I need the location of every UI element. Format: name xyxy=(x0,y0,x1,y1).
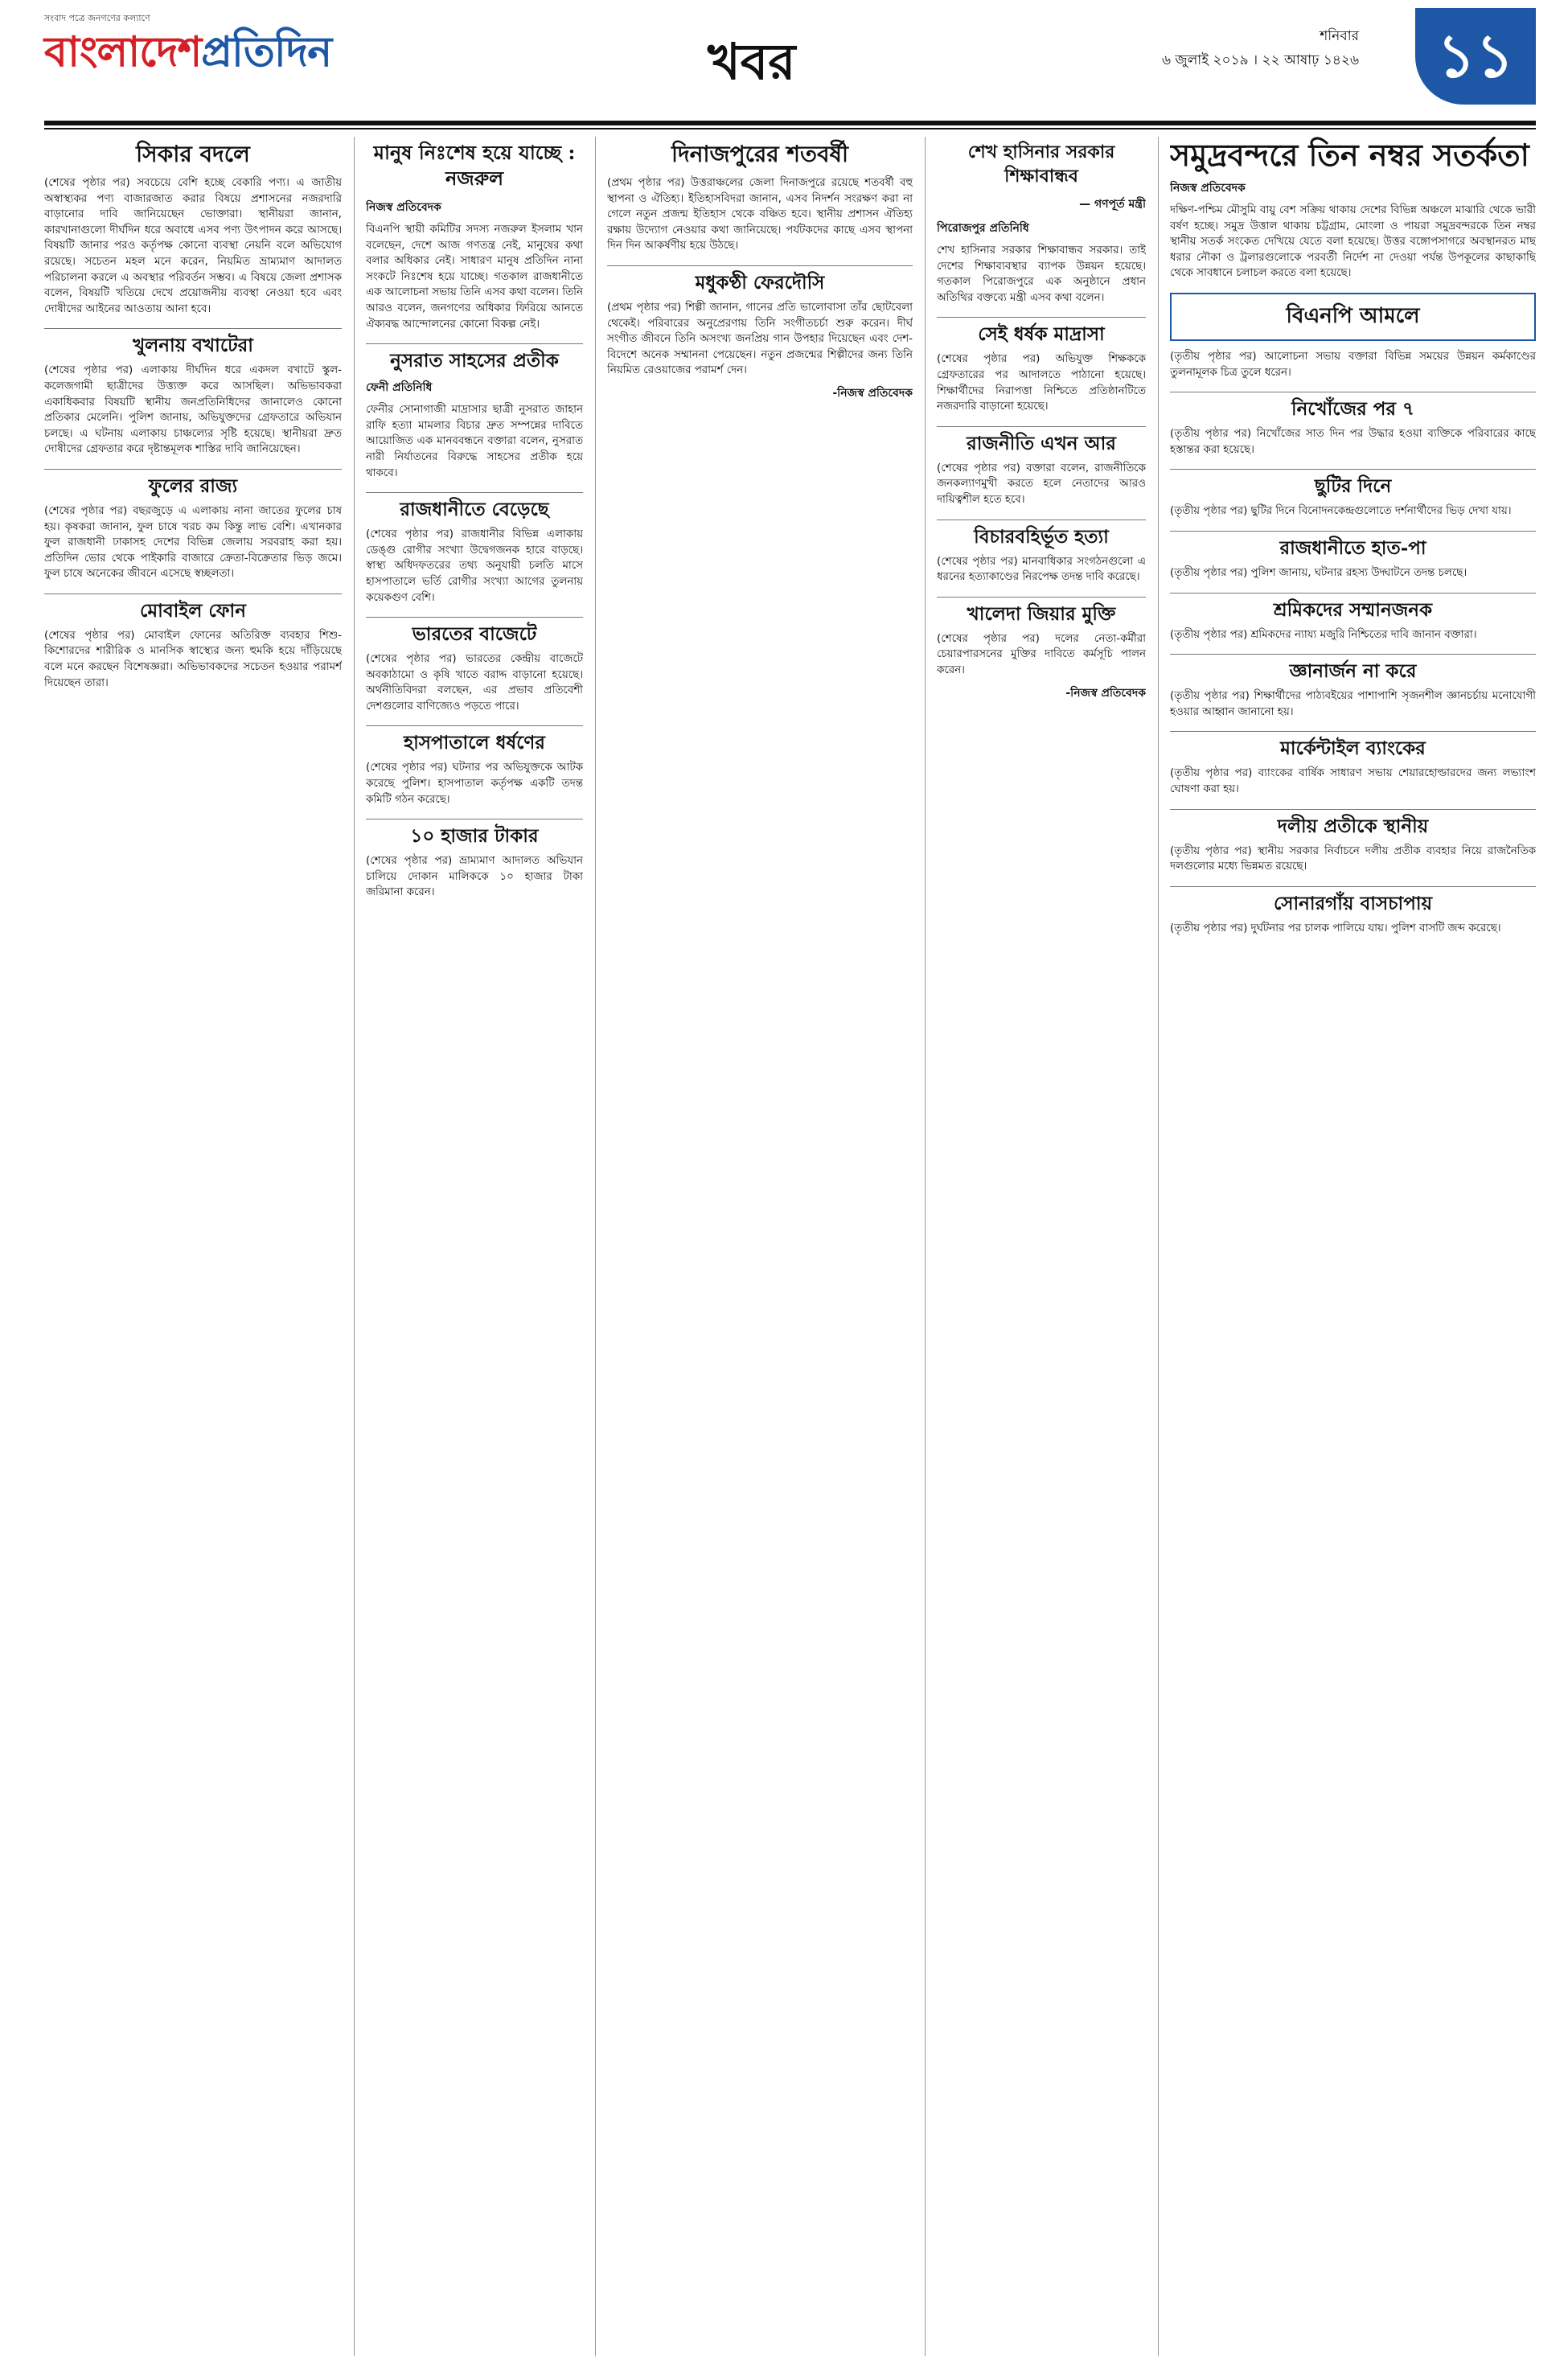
column-5 xyxy=(1170,137,1536,2356)
section-title: খবর xyxy=(708,32,796,91)
headline[interactable]: শেখ হাসিনার সরকার শিক্ষাবান্ধব xyxy=(967,142,1115,187)
headline[interactable]: রাজধানীতে হাত-পা xyxy=(1170,531,1536,561)
article xyxy=(1170,654,1536,720)
article-body: (শেষের পৃষ্ঠার পর) ঘটনার পর অভিযুক্তকে আটক করেছে পুলিশ। হাসপাতাল কর্তৃপক্ষ একটি তদন্ত কমিটি গঠন করেছে। xyxy=(366,762,583,806)
article-body: (শেষের পৃষ্ঠার পর) বছরজুড়ে এ এলাকায় নানা জাতের ফুলের চাষ হয়। কৃষকরা জানান, ফুল চাষে খরচ কম কিন্তু লাভ বেশি। এখানকার ফুল রাজধানী ঢাকাসহ দেশের বিভিন্ন জেলায় সরবরাহ করা হয়। প্রতিদিন ভোর থেকে পাইকারি বাজারে ক্রেতা-বিক্রেতার ভিড় জমে। ফুল চাষে অনেকের জীবনে এসেছে স্বচ্ছলতা। xyxy=(44,504,342,581)
headline[interactable]: দলীয় প্রতীকে স্থানীয় xyxy=(1170,809,1536,839)
headline[interactable]: দিনাজপুরের শতবর্ষী xyxy=(671,141,849,167)
headline[interactable]: খালেদা জিয়ার মুক্তি xyxy=(937,597,1146,626)
article-body: (প্রথম পৃষ্ঠার পর) শিল্পী জানান, গানের প্রতি ভালোবাসা তাঁর ছোটবেলা থেকেই। পরিবারের অনুপ্রেরণায় তিনি সংগীতচর্চা শুরু করেন। দীর্ঘ সংগীত জীবনে তিনি অসংখ্য জনপ্রিয় গান উপহার দিয়েছেন এবং দেশ-বিদেশে অনেক সম্মাননা পেয়েছেন। নতুন প্রজন্মের শিল্পীদের জন্য তিনি নিয়মিত রেওয়াজের পরামর্শ দেন। xyxy=(607,301,913,377)
headline[interactable]: হাসপাতালে ধর্ষণের xyxy=(366,725,583,755)
column-4 xyxy=(937,137,1146,2356)
headline[interactable]: খুলনায় বখাটেরা xyxy=(44,328,342,358)
article xyxy=(366,492,583,606)
article-body: দক্ষিণ-পশ্চিম মৌসুমি বায়ু বেশ সক্রিয় থাকায় দেশের বিভিন্ন অঞ্চলে মাঝারি থেকে ভারী বর্ষণ হচ্ছে। সমুদ্র উত্তাল থাকায় চট্টগ্রাম, মোংলা ও পায়রা সমুদ্রবন্দরকে তিন নম্বর স্থানীয় সতর্ক সংকেত দেখিয়ে যেতে বলা হয়েছে। উত্তর বঙ্গোপসাগরে অবস্থানরত মাছ ধরার নৌকা ও ট্রলারগুলোকে পরবর্তী নির্দেশ না দেওয়া পর্যন্ত উপকূলের কাছাকাছি থেকে সাবধানে চলাচল করতে বলা হয়েছে। xyxy=(1170,204,1536,280)
column-divider xyxy=(595,137,596,2356)
subheadline: — গণপূর্ত মন্ত্রী xyxy=(1079,198,1146,211)
article xyxy=(366,617,583,714)
article xyxy=(1170,731,1536,797)
article-body: (তৃতীয় পৃষ্ঠার পর) ব্যাংকের বার্ষিক সাধারণ সভায় শেয়ারহোল্ডারদের জন্য লভ্যাংশ ঘোষণা করা হয়। xyxy=(1170,767,1536,795)
headline[interactable]: ১০ হাজার টাকার xyxy=(366,819,583,848)
article-body: (তৃতীয় পৃষ্ঠার পর) পুলিশ জানায়, ঘটনার রহস্য উদ্ঘাটনে তদন্ত চলছে। xyxy=(1170,566,1467,579)
article-body: (শেষের পৃষ্ঠার পর) মানবাধিকার সংগঠনগুলো এ ধরনের হত্যাকাণ্ডের নিরপেক্ষ তদন্ত দাবি করেছে। xyxy=(937,555,1146,584)
article xyxy=(1170,886,1536,937)
article-body: (শেষের পৃষ্ঠার পর) অভিযুক্ত শিক্ষককে গ্রেফতারের পর আদালতে পাঠানো হয়েছে। শিক্ষার্থীদের নিরাপত্তা নিশ্চিতে প্রতিষ্ঠানটিতে নজরদারি বাড়ানো হয়েছে। xyxy=(937,353,1146,413)
headline[interactable]: সোনারগাঁয় বাসচাপায় xyxy=(1170,886,1536,916)
headline[interactable]: মোবাইল ফোন xyxy=(44,594,342,623)
column-divider xyxy=(1158,137,1159,2356)
article-body: (শেষের পৃষ্ঠার পর) এলাকায় দীর্ঘদিন ধরে একদল বখাটে স্কুল-কলেজগামী ছাত্রীদের উত্ত্যক্ত করে আসছিল। অভিভাবকরা একাধিকবার বিষয়টি স্থানীয় জনপ্রতিনিধিদের জানালেও কোনো প্রতিকার মেলেনি। পুলিশ জানায়, অভিযুক্তদের গ্রেফতারে অভিযান চলছে। এ ঘটনায় এলাকায় চাঞ্চল্যের সৃষ্টি হয়েছে। স্থানীয়রা দ্রুত দোষীদের গ্রেফতার করে দৃষ্টান্তমূলক শাস্তির দাবি জানিয়েছেন। xyxy=(44,364,342,456)
headline[interactable]: রাজধানীতে বেড়েছে xyxy=(366,492,583,522)
article xyxy=(937,317,1146,414)
article xyxy=(366,725,583,807)
article xyxy=(937,520,1146,585)
article-body: (তৃতীয় পৃষ্ঠার পর) নিখোঁজের সাত দিন পর উদ্ধার হওয়া ব্যক্তিকে পরিবারের কাছে হস্তান্তর করা হয়েছে। xyxy=(1170,428,1536,456)
date-block xyxy=(1162,24,1359,72)
date-label: ৬ জুলাই ২০১৯ । ২২ আষাঢ় ১৪২৬ xyxy=(1161,52,1359,68)
headline[interactable]: মার্কেন্টাইল ব্যাংকের xyxy=(1170,731,1536,761)
article xyxy=(937,597,1146,703)
column-2 xyxy=(366,137,583,2356)
article-body: (তৃতীয় পৃষ্ঠার পর) শিক্ষার্থীদের পাঠ্যবইয়ের পাশাপাশি সৃজনশীল জ্ঞানচর্চায় মনোযোগী হওয়ার আহ্বান জানানো হয়। xyxy=(1170,690,1536,718)
column-3 xyxy=(607,137,913,2356)
headline[interactable]: জ্ঞানার্জন না করে xyxy=(1170,654,1536,684)
article xyxy=(1170,531,1536,581)
article-body: (তৃতীয় পৃষ্ঠার পর) ছুটির দিনে বিনোদনকেন্দ্রগুলোতে দর্শনার্থীদের ভিড় দেখা যায়। xyxy=(1170,505,1512,518)
headline[interactable]: রাজনীতি এখন আর xyxy=(937,426,1146,456)
headline[interactable]: ফুলের রাজ্য xyxy=(44,469,342,499)
article xyxy=(366,819,583,901)
column-divider xyxy=(925,137,926,2356)
article-body: বিএনপি স্থায়ী কমিটির সদস্য নজরুল ইসলাম খান বলেছেন, দেশে আজ গণতন্ত্র নেই, মানুষের কথা বলার অধিকার নেই। সাধারণ মানুষ প্রতিদিন নানা সংকটে নিঃশেষ হয়ে যাচ্ছে। গতকাল রাজধানীতে এক আলোচনা সভায় তিনি এসব কথা বলেন। তিনি আরও বলেন, জনগণের অধিকার ফিরিয়ে আনতে ঐক্যবদ্ধ আন্দোলনের কোনো বিকল্প নেই। xyxy=(366,224,583,331)
article xyxy=(1170,809,1536,875)
byline: নিজস্ব প্রতিবেদক xyxy=(1170,182,1246,195)
column-divider xyxy=(354,137,355,2356)
headline[interactable]: সেই ধর্ষক মাদ্রাসা xyxy=(937,317,1146,347)
article xyxy=(44,328,342,458)
masthead xyxy=(0,0,1568,121)
article xyxy=(937,140,1146,306)
article xyxy=(607,140,913,254)
lead-headline[interactable]: সমুদ্রবন্দরে তিন নম্বর সতর্কতা xyxy=(1170,137,1529,173)
headline[interactable]: শ্রমিকদের সম্মানজনক xyxy=(1170,593,1536,622)
byline: -নিজস্ব প্রতিবেদক xyxy=(832,386,913,400)
article xyxy=(44,140,342,317)
page-number: ১১ xyxy=(1415,8,1536,105)
article-body: (শেষের পৃষ্ঠার পর) বক্তারা বলেন, রাজনীতিকে জনকল্যাণমুখী করতে হলে নেতাদের আরও দায়িত্বশীল হতে হবে। xyxy=(937,462,1146,506)
headline[interactable]: মানুষ নিঃশেষ হয়ে যাচ্ছে : নজরুল xyxy=(373,141,576,190)
article xyxy=(44,594,342,691)
column-1 xyxy=(44,137,342,2356)
article-body: (তৃতীয় পৃষ্ঠার পর) দুর্ঘটনার পর চালক পালিয়ে যায়। পুলিশ বাসটি জব্দ করেছে। xyxy=(1170,922,1501,934)
article-body: (তৃতীয় পৃষ্ঠার পর) আলোচনা সভায় বক্তারা বিভিন্ন সময়ের উন্নয়ন কর্মকাণ্ডের তুলনামূলক চিত্র তুলে ধরেন। xyxy=(1170,350,1536,379)
article-body: (শেষের পৃষ্ঠার পর) সবচেয়ে বেশি হচ্ছে বেকারি পণ্য। এ জাতীয় অস্বাস্থ্যকর পণ্য বাজারজাত করার বিষয়ে প্রশাসনের নজরদারি বাড়ানোর দাবি জানিয়েছেন ভোক্তারা। স্থানীয়রা জানান, কারখানাগুলো দীর্ঘদিন ধরে অবাধে এসব পণ্য উৎপাদন করে আসছে। বিষয়টি জানার পরও কর্তৃপক্ষ কোনো ব্যবস্থা নেয়নি বলে অভিযোগ রয়েছে। সচেতন মহল মনে করেন, নিয়মিত ভ্রাম্যমাণ আদালত পরিচালনা করলে এ অবস্থার পরিবর্তন সম্ভব। এ বিষয়ে জেলা প্রশাসক বলেন, বিষয়টি খতিয়ে দেখে প্রয়োজনীয় ব্যবস্থা নেওয়া হবে এবং দোষীদের আইনের আওতায় আনা হবে। xyxy=(44,177,342,315)
article xyxy=(1170,469,1536,520)
article-body: (তৃতীয় পৃষ্ঠার পর) শ্রমিকদের ন্যায্য মজুরি নিশ্চিতের দাবি জানান বক্তারা। xyxy=(1170,628,1477,641)
header-rule xyxy=(44,121,1536,125)
article xyxy=(366,343,583,481)
article xyxy=(607,265,913,403)
article-body: (শেষের পৃষ্ঠার পর) দলের নেতা-কর্মীরা চেয়ারপারসনের মুক্তির দাবিতে কর্মসূচি পালন করেন। xyxy=(937,632,1146,676)
article xyxy=(1170,593,1536,643)
header-rule-thin xyxy=(44,128,1536,129)
article xyxy=(366,140,583,332)
logo[interactable] xyxy=(44,11,382,108)
headline[interactable]: নিখোঁজের পর ৭ xyxy=(1170,392,1536,421)
headline[interactable]: ভারতের বাজেটে xyxy=(366,617,583,647)
article-body: (প্রথম পৃষ্ঠার পর) উত্তরাঞ্চলের জেলা দিনাজপুরে রয়েছে শতবর্ষী বহু স্থাপনা ও ঐতিহ্য। ইতিহাসবিদরা জানান, এসব নিদর্শন সংরক্ষণ করা না গেলে নতুন প্রজন্ম ইতিহাস থেকে বঞ্চিত হবে। স্থানীয় প্রশাসন ঐতিহ্য রক্ষায় উদ্যোগ নেওয়ার কথা জানিয়েছে। পর্যটকদের কাছে এসব স্থাপনা দিন দিন আকর্ষণীয় হয়ে উঠছে। xyxy=(607,177,913,253)
headline[interactable]: সিকার বদলে xyxy=(136,141,250,167)
byline: নিজস্ব প্রতিবেদক xyxy=(366,201,441,214)
byline: ফেনী প্রতিনিধি xyxy=(366,381,433,395)
byline: -নিজস্ব প্রতিবেদক xyxy=(1065,686,1146,700)
logo-text: বাংলাদেশপ্রতিদিন xyxy=(44,27,332,76)
logo-tagline: সংবাদ পত্রে জনগণের কল্যাণে xyxy=(44,13,150,23)
boxed-headline[interactable]: বিএনপি আমলে xyxy=(1170,293,1536,341)
article xyxy=(44,469,342,582)
article xyxy=(1170,392,1536,458)
article-body: শেখ হাসিনার সরকার শিক্ষাবান্ধব সরকার। তাই দেশের শিক্ষাব্যবস্থার ব্যাপক উন্নয়ন হয়েছে। গতকাল পিরোজপুরে এক অনুষ্ঠানে প্রধান অতিথির বক্তব্যে মন্ত্রী এসব কথা বলেন। xyxy=(937,244,1146,304)
article-body: ফেনীর সোনাগাজী মাদ্রাসার ছাত্রী নুসরাত জাহান রাফি হত্যা মামলার বিচার দ্রুত সম্পন্নের দাবিতে আয়োজিত এক মানববন্ধনে বক্তারা বলেন, নুসরাত নারী নির্যাতনের বিরুদ্ধে সাহসের প্রতীক হয়ে থাকবে। xyxy=(366,404,583,479)
headline[interactable]: মধুকণ্ঠী ফেরদৌসি xyxy=(607,265,913,295)
article-body: (শেষের পৃষ্ঠার পর) ভারতের কেন্দ্রীয় বাজেটে অবকাঠামো ও কৃষি খাতে বরাদ্দ বাড়ানো হয়েছে। অর্থনীতিবিদরা বলছেন, এর প্রভাব প্রতিবেশী দেশগুলোর বাণিজ্যেও পড়তে পারে। xyxy=(366,653,583,713)
article xyxy=(937,426,1146,508)
article-body: (শেষের পৃষ্ঠার পর) ভ্রাম্যমাণ আদালত অভিযান চালিয়ে দোকান মালিককে ১০ হাজার টাকা জরিমানা করেন। xyxy=(366,855,583,899)
article xyxy=(1170,293,1536,380)
headline[interactable]: নুসরাত সাহসের প্রতীক xyxy=(366,343,583,373)
headline[interactable]: ছুটির দিনে xyxy=(1170,469,1536,499)
headline[interactable]: বিচারবহির্ভূত হত্যা xyxy=(937,520,1146,549)
article-body: (শেষের পৃষ্ঠার পর) মোবাইল ফোনের অতিরিক্ত ব্যবহার শিশু-কিশোরদের শারীরিক ও মানসিক স্বাস্থ্যের জন্য হুমকি হয়ে দাঁড়িয়েছে বলে মনে করছেন বিশেষজ্ঞরা। অভিভাবকদের সচেতন হওয়ার পরামর্শ দিয়েছেন তারা। xyxy=(44,629,342,689)
day-label: শনিবার xyxy=(1320,28,1359,44)
article xyxy=(1170,137,1536,281)
byline: পিরোজপুর প্রতিনিধি xyxy=(937,222,1029,235)
article-body: (শেষের পৃষ্ঠার পর) রাজধানীর বিভিন্ন এলাকায় ডেঙ্গু রোগীর সংখ্যা উদ্বেগজনক হারে বাড়ছে। স্বাস্থ্য অধিদফতরের তথ্য অনুযায়ী চলতি মাসে হাসপাতালে ভর্তি রোগীর সংখ্যা আগের তুলনায় কয়েকগুণ বেশি। xyxy=(366,528,583,604)
article-body: (তৃতীয় পৃষ্ঠার পর) স্থানীয় সরকার নির্বাচনে দলীয় প্রতীক ব্যবহার নিয়ে রাজনৈতিক দলগুলোর মধ্যে ভিন্নমত রয়েছে। xyxy=(1170,844,1536,873)
